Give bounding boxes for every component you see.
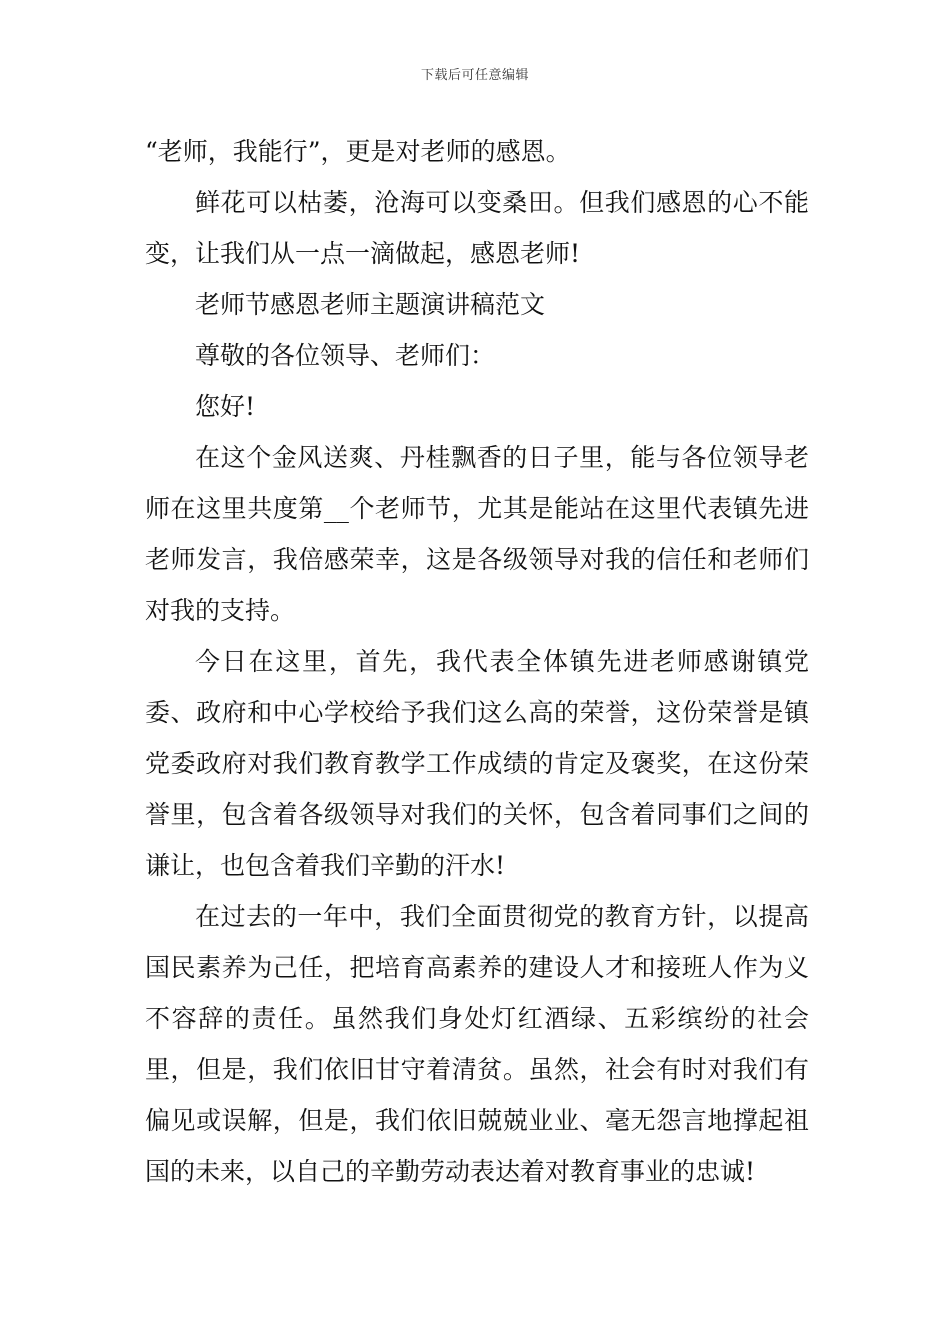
paragraph-past-year: 在过去的一年中，我们全面贯彻党的教育方针，以提高国民素养为己任，把培育高素养的建设人才和接班人作为义不容辞的责任。虽然我们身处灯红酒绿、五彩缤纷的社会里，但是，我们依旧甘守着清贫。虽然，社会有时对我们有偏见或误解，但是，我们依旧兢兢业业、毫无怨言地撑起祖国的未来，以自己的辛勤劳动表达着对教育事业的忠诚! <box>145 902 809 1186</box>
speech-title: 老师节感恩老师主题演讲稿范文 <box>195 290 546 319</box>
document-body <box>145 126 809 1197</box>
paragraph-continuation: “老师，我能行”，更是对老师的感恩。 <box>145 137 571 166</box>
paragraph-thanks: 今日在这里，首先，我代表全体镇先进老师感谢镇党委、政府和中心学校给予我们这么高的荣誉，这份荣誉是镇党委政府对我们教育教学工作成绩的肯定及褒奖，在这份荣誉里，包含着各级领导对我们的关怀，包含着同事们之间的谦让，也包含着我们辛勤的汗水! <box>145 647 809 880</box>
paragraph-closing-appeal: 鲜花可以枯萎，沧海可以变桑田。但我们感恩的心不能变，让我们从一点一滴做起，感恩老师! <box>145 188 809 268</box>
paragraph-opening: 在这个金风送爽、丹桂飘香的日子里，能与各位领导老师在这里共度第__个老师节，尤其是能站在这里代表镇先进老师发言，我倍感荣幸，这是各级领导对我的信任和老师们对我的支持。 <box>145 443 809 625</box>
speech-salutation: 尊敬的各位领导、老师们： <box>195 341 496 370</box>
page-header: 下载后可任意编辑 <box>420 68 529 83</box>
speech-greeting: 您好! <box>195 392 256 421</box>
